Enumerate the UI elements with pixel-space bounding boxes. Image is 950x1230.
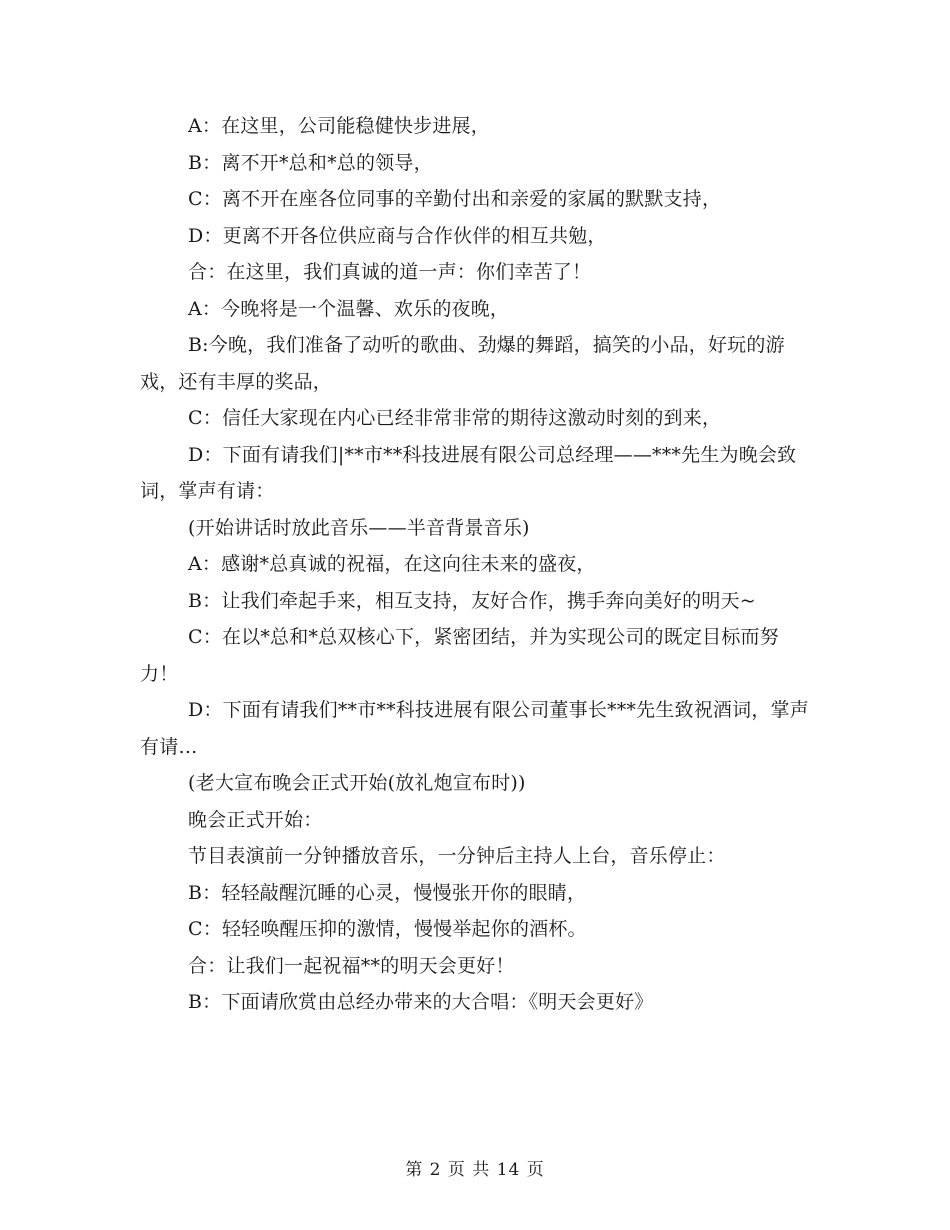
paragraph: C：在以*总和*总双核心下，紧密团结，并为实现公司的既定目标而努力！ — [140, 626, 779, 685]
paragraph: D：下面有请我们**市**科技进展有限公司董事长***先生致祝酒词，掌声有请… — [140, 699, 809, 758]
paragraph: C：离不开在座各位同事的辛勤付出和亲爱的家属的默默支持， — [188, 188, 722, 210]
paragraph: C：信任大家现在内心已经非常非常的期待这激动时刻的到来， — [188, 407, 722, 429]
paragraph: B：让我们牵起手来，相互支持，友好合作，携手奔向美好的明天~ — [188, 589, 756, 612]
paragraph: B:今晚，我们准备了动听的歌曲、劲爆的舞蹈，搞笑的小品，好玩的游戏，还有丰厚的奖品， — [140, 334, 785, 393]
paragraph: (老大宣布晚会正式开始(放礼炮宣布时)) — [188, 772, 526, 794]
document-body — [140, 108, 810, 1021]
paragraph: A：感谢*总真诚的祝福，在这向往未来的盛夜， — [188, 553, 596, 575]
paragraph: 晚会正式开始： — [188, 808, 323, 831]
paragraph: A：在这里，公司能稳健快步进展， — [188, 115, 490, 137]
paragraph: D：下面有请我们|**市**科技进展有限公司总经理——***先生为晚会致词，掌声有请： — [140, 443, 797, 502]
paragraph: (开始讲话时放此音乐——半音背景音乐) — [188, 516, 530, 539]
paragraph: D：更离不开各位供应商与合作伙伴的相互共勉， — [188, 224, 607, 247]
paragraph: B：下面请欣赏由总经办带来的大合唱：《明天会更好》 — [188, 991, 654, 1013]
paragraph: 合：让我们一起祝福**的明天会更好！ — [188, 954, 515, 977]
paragraph: B：离不开*总和*总的领导， — [188, 151, 433, 174]
paragraph: 节目表演前一分钟播放音乐，一分钟后主持人上台，音乐停止： — [188, 845, 726, 867]
page-number: 第 2 页 共 14 页 — [405, 1160, 545, 1180]
paragraph: C：轻轻唤醒压抑的激情，慢慢举起你的酒杯。 — [188, 918, 587, 940]
paragraph: B：轻轻敲醒沉睡的心灵，慢慢张开你的眼睛， — [188, 881, 587, 904]
paragraph: 合：在这里，我们真诚的道一声：你们幸苦了！ — [188, 261, 592, 283]
paragraph: A：今晚将是一个温馨、欢乐的夜晚， — [188, 297, 510, 320]
